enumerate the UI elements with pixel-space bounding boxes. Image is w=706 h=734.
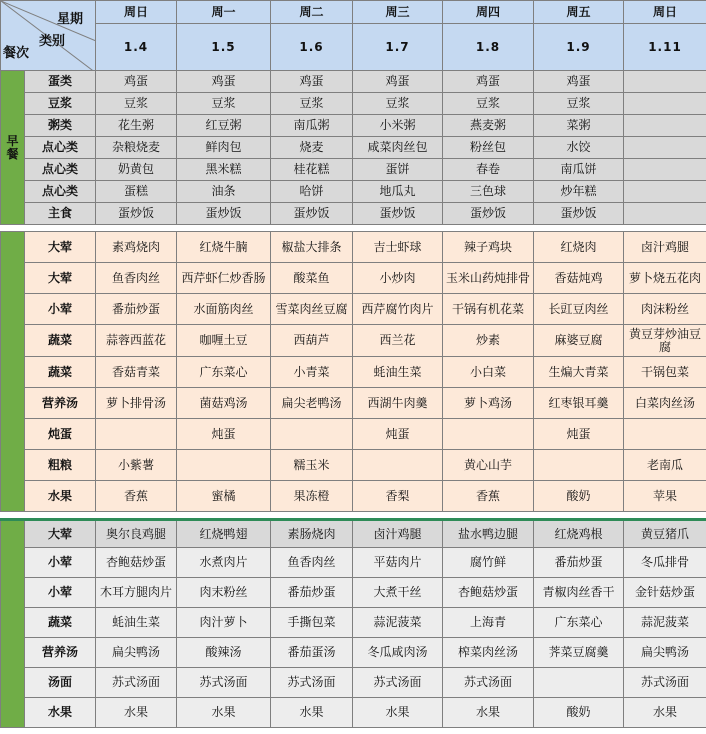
lunch-dish-cell: 苹果 (624, 481, 706, 512)
dinner-dish-cell: 杏鲍菇炒蛋 (443, 578, 534, 608)
lunch-dish-cell (624, 419, 706, 450)
dinner-category: 水果 (25, 698, 96, 728)
dinner-dish-cell: 广东菜心 (534, 608, 624, 638)
lunch-dish-cell: 蜜橘 (177, 481, 271, 512)
breakfast-dish-cell: 蛋饼 (353, 159, 443, 181)
lunch-dish-cell (443, 419, 534, 450)
breakfast-dish-cell: 鸡蛋 (534, 71, 624, 93)
lunch-dish-cell: 果冻橙 (271, 481, 353, 512)
lunch-row (1, 294, 706, 325)
breakfast-category: 点心类 (25, 137, 96, 159)
breakfast-dish-cell: 鸡蛋 (177, 71, 271, 93)
dinner-dish-cell: 杏鲍菇炒蛋 (96, 548, 177, 578)
lunch-row (1, 450, 706, 481)
dinner-dish-cell: 青椒肉丝香干 (534, 578, 624, 608)
dinner-dish-cell: 酸奶 (534, 698, 624, 728)
breakfast-dish-cell: 豆浆 (96, 93, 177, 115)
breakfast-dish-cell (624, 71, 706, 93)
dinner-dish-cell: 水果 (443, 698, 534, 728)
breakfast-meal-label: 早餐 (1, 71, 25, 225)
lunch-meal-label (1, 232, 25, 512)
date-header: 1.5 (177, 24, 271, 71)
lunch-category: 炖蛋 (25, 419, 96, 450)
breakfast-dish-cell: 豆浆 (271, 93, 353, 115)
breakfast-dish-cell: 小米粥 (353, 115, 443, 137)
dinner-dish-cell: 素肠烧肉 (271, 520, 353, 548)
lunch-dish-cell: 白菜肉丝汤 (624, 388, 706, 419)
date-header: 1.6 (271, 24, 353, 71)
lunch-dish-cell: 酸奶 (534, 481, 624, 512)
section-gap (1, 225, 706, 232)
dinner-dish-cell: 荠菜豆腐羹 (534, 638, 624, 668)
breakfast-dish-cell: 南瓜饼 (534, 159, 624, 181)
dinner-dish-cell: 大煮干丝 (353, 578, 443, 608)
dinner-dish-cell: 苏式汤面 (96, 668, 177, 698)
breakfast-dish-cell: 鸡蛋 (96, 71, 177, 93)
lunch-dish-cell: 素鸡烧肉 (96, 232, 177, 263)
lunch-dish-cell: 肉沫粉丝 (624, 294, 706, 325)
dinner-dish-cell: 水果 (96, 698, 177, 728)
breakfast-dish-cell (624, 137, 706, 159)
lunch-dish-cell: 香菇炖鸡 (534, 263, 624, 294)
dinner-dish-cell: 平菇肉片 (353, 548, 443, 578)
lunch-dish-cell: 广东菜心 (177, 357, 271, 388)
lunch-dish-cell: 西芹腐竹肉片 (353, 294, 443, 325)
breakfast-dish-cell: 菜粥 (534, 115, 624, 137)
lunch-dish-cell: 菌菇鸡汤 (177, 388, 271, 419)
dinner-dish-cell: 木耳方腿肉片 (96, 578, 177, 608)
lunch-dish-cell: 干锅有机花菜 (443, 294, 534, 325)
breakfast-dish-cell: 鸡蛋 (271, 71, 353, 93)
lunch-dish-cell: 卤汁鸡腿 (624, 232, 706, 263)
lunch-dish-cell: 扁尖老鸭汤 (271, 388, 353, 419)
breakfast-dish-cell: 鸡蛋 (443, 71, 534, 93)
dinner-category: 蔬菜 (25, 608, 96, 638)
lunch-dish-cell: 老南瓜 (624, 450, 706, 481)
date-header: 1.11 (624, 24, 706, 71)
breakfast-category: 蛋类 (25, 71, 96, 93)
dinner-dish-cell: 蚝油生菜 (96, 608, 177, 638)
breakfast-row (1, 159, 706, 181)
dinner-dish-cell: 蒜泥菠菜 (624, 608, 706, 638)
dinner-dish-cell: 番茄蛋汤 (271, 638, 353, 668)
lunch-dish-cell: 西芹虾仁炒香肠 (177, 263, 271, 294)
lunch-dish-cell: 麻婆豆腐 (534, 325, 624, 357)
breakfast-dish-cell: 黑米糕 (177, 159, 271, 181)
dinner-row (1, 698, 706, 728)
dinner-dish-cell: 冬瓜咸肉汤 (353, 638, 443, 668)
lunch-dish-cell: 雪菜肉丝豆腐 (271, 294, 353, 325)
lunch-dish-cell: 黄豆芽炒油豆腐 (624, 325, 706, 357)
lunch-dish-cell: 香蕉 (96, 481, 177, 512)
dinner-category: 营养汤 (25, 638, 96, 668)
dinner-row (1, 548, 706, 578)
lunch-dish-cell: 小炒肉 (353, 263, 443, 294)
lunch-section (1, 232, 706, 512)
lunch-dish-cell: 香梨 (353, 481, 443, 512)
dinner-dish-cell: 水果 (177, 698, 271, 728)
lunch-dish-cell: 咖喱土豆 (177, 325, 271, 357)
breakfast-dish-cell: 烧麦 (271, 137, 353, 159)
breakfast-dish-cell: 南瓜粥 (271, 115, 353, 137)
dinner-category: 汤面 (25, 668, 96, 698)
lunch-dish-cell: 萝卜排骨汤 (96, 388, 177, 419)
dinner-dish-cell: 鱼香肉丝 (271, 548, 353, 578)
lunch-row (1, 263, 706, 294)
lunch-dish-cell: 长豇豆肉丝 (534, 294, 624, 325)
lunch-dish-cell (177, 450, 271, 481)
dinner-dish-cell: 水果 (271, 698, 353, 728)
dinner-dish-cell: 蒜泥菠菜 (353, 608, 443, 638)
lunch-dish-cell: 干锅包菜 (624, 357, 706, 388)
lunch-dish-cell: 小青菜 (271, 357, 353, 388)
dinner-dish-cell: 肉末粉丝 (177, 578, 271, 608)
dinner-dish-cell: 苏式汤面 (271, 668, 353, 698)
date-header: 1.7 (353, 24, 443, 71)
dinner-dish-cell: 黄豆猪爪 (624, 520, 706, 548)
breakfast-dish-cell: 鲜肉包 (177, 137, 271, 159)
breakfast-dish-cell: 花生粥 (96, 115, 177, 137)
lunch-dish-cell: 香蕉 (443, 481, 534, 512)
dinner-dish-cell: 奥尔良鸡腿 (96, 520, 177, 548)
day-header: 周五 (534, 1, 624, 24)
lunch-dish-cell: 炒素 (443, 325, 534, 357)
breakfast-dish-cell (624, 181, 706, 203)
lunch-dish-cell: 萝卜鸡汤 (443, 388, 534, 419)
dinner-dish-cell: 水煮肉片 (177, 548, 271, 578)
dinner-dish-cell: 苏式汤面 (177, 668, 271, 698)
lunch-dish-cell: 生煸大青菜 (534, 357, 624, 388)
breakfast-dish-cell: 油条 (177, 181, 271, 203)
lunch-dish-cell: 炖蛋 (177, 419, 271, 450)
breakfast-dish-cell: 豆浆 (534, 93, 624, 115)
dinner-category: 大荤 (25, 520, 96, 548)
day-header: 周二 (271, 1, 353, 24)
breakfast-dish-cell: 蛋炒饭 (96, 203, 177, 225)
dinner-dish-cell: 扁尖鸭汤 (624, 638, 706, 668)
breakfast-dish-cell: 蛋炒饭 (534, 203, 624, 225)
day-header: 周一 (177, 1, 271, 24)
breakfast-dish-cell: 桂花糕 (271, 159, 353, 181)
dinner-dish-cell: 上海青 (443, 608, 534, 638)
dinner-dish-cell: 番茄炒蛋 (271, 578, 353, 608)
dinner-dish-cell: 卤汁鸡腿 (353, 520, 443, 548)
lunch-dish-cell: 水面筋肉丝 (177, 294, 271, 325)
breakfast-dish-cell: 咸菜肉丝包 (353, 137, 443, 159)
lunch-category: 大荤 (25, 232, 96, 263)
breakfast-category: 豆浆 (25, 93, 96, 115)
lunch-dish-cell: 小紫薯 (96, 450, 177, 481)
lunch-dish-cell: 西葫芦 (271, 325, 353, 357)
lunch-dish-cell: 香菇青菜 (96, 357, 177, 388)
breakfast-dish-cell: 水饺 (534, 137, 624, 159)
dinner-dish-cell: 扁尖鸭汤 (96, 638, 177, 668)
breakfast-row (1, 181, 706, 203)
day-header: 周四 (443, 1, 534, 24)
lunch-dish-cell: 炖蛋 (353, 419, 443, 450)
lunch-dish-cell: 蒜蓉西蓝花 (96, 325, 177, 357)
dinner-section (1, 520, 706, 728)
dinner-dish-cell (534, 668, 624, 698)
lunch-dish-cell: 西湖牛肉羹 (353, 388, 443, 419)
breakfast-dish-cell (624, 115, 706, 137)
lunch-dish-cell: 红烧牛腩 (177, 232, 271, 263)
breakfast-dish-cell: 蛋炒饭 (353, 203, 443, 225)
lunch-dish-cell: 吉士虾球 (353, 232, 443, 263)
lunch-dish-cell (96, 419, 177, 450)
dinner-row (1, 608, 706, 638)
breakfast-dish-cell: 三色球 (443, 181, 534, 203)
dinner-dish-cell: 冬瓜排骨 (624, 548, 706, 578)
lunch-category: 蔬菜 (25, 357, 96, 388)
breakfast-row (1, 93, 706, 115)
dinner-meal-label (1, 520, 25, 728)
lunch-dish-cell: 西兰花 (353, 325, 443, 357)
breakfast-dish-cell: 杂粮烧麦 (96, 137, 177, 159)
dinner-dish-cell: 红烧鸡根 (534, 520, 624, 548)
lunch-category: 小荤 (25, 294, 96, 325)
dinner-dish-cell: 手撕包菜 (271, 608, 353, 638)
dinner-dish-cell: 水果 (353, 698, 443, 728)
lunch-dish-cell (353, 450, 443, 481)
lunch-category: 蔬菜 (25, 325, 96, 357)
lunch-dish-cell: 萝卜烧五花肉 (624, 263, 706, 294)
lunch-category: 粗粮 (25, 450, 96, 481)
lunch-dish-cell: 玉米山药炖排骨 (443, 263, 534, 294)
breakfast-dish-cell (624, 159, 706, 181)
lunch-dish-cell: 炖蛋 (534, 419, 624, 450)
lunch-row (1, 232, 706, 263)
breakfast-category: 主食 (25, 203, 96, 225)
breakfast-row (1, 115, 706, 137)
dinner-row (1, 578, 706, 608)
breakfast-dish-cell: 地瓜丸 (353, 181, 443, 203)
lunch-row (1, 419, 706, 450)
breakfast-category: 粥类 (25, 115, 96, 137)
corner-weekday-label: 星期 (56, 12, 83, 27)
lunch-row (1, 388, 706, 419)
header-corner (1, 1, 96, 71)
lunch-dish-cell: 红枣银耳羹 (534, 388, 624, 419)
lunch-dish-cell: 辣子鸡块 (443, 232, 534, 263)
breakfast-category: 点心类 (25, 181, 96, 203)
section-gap (1, 512, 706, 520)
lunch-dish-cell: 酸菜鱼 (271, 263, 353, 294)
lunch-dish-cell: 椒盐大排条 (271, 232, 353, 263)
dinner-dish-cell: 榨菜肉丝汤 (443, 638, 534, 668)
dinner-category: 小荤 (25, 548, 96, 578)
breakfast-dish-cell: 豆浆 (353, 93, 443, 115)
day-header: 周三 (353, 1, 443, 24)
lunch-dish-cell: 鱼香肉丝 (96, 263, 177, 294)
dinner-dish-cell: 腐竹鲜 (443, 548, 534, 578)
breakfast-row (1, 137, 706, 159)
day-header: 周日 (96, 1, 177, 24)
corner-meal-label: 餐次 (3, 46, 30, 61)
breakfast-dish-cell: 春卷 (443, 159, 534, 181)
breakfast-dish-cell: 鸡蛋 (353, 71, 443, 93)
corner-category-label: 类别 (38, 34, 65, 49)
day-header: 周日 (624, 1, 706, 24)
breakfast-dish-cell: 豆浆 (443, 93, 534, 115)
lunch-dish-cell: 糯玉米 (271, 450, 353, 481)
lunch-dish-cell: 番茄炒蛋 (96, 294, 177, 325)
breakfast-dish-cell: 蛋炒饭 (271, 203, 353, 225)
lunch-dish-cell (534, 450, 624, 481)
breakfast-dish-cell: 哈饼 (271, 181, 353, 203)
breakfast-dish-cell (624, 93, 706, 115)
lunch-row (1, 481, 706, 512)
breakfast-dish-cell: 奶黄包 (96, 159, 177, 181)
lunch-dish-cell: 黄心山芋 (443, 450, 534, 481)
dinner-dish-cell: 苏式汤面 (443, 668, 534, 698)
dinner-dish-cell: 苏式汤面 (624, 668, 706, 698)
dinner-row (1, 668, 706, 698)
breakfast-dish-cell: 蛋糕 (96, 181, 177, 203)
breakfast-section (1, 71, 706, 225)
dinner-dish-cell: 酸辣汤 (177, 638, 271, 668)
lunch-dish-cell: 蚝油生菜 (353, 357, 443, 388)
dinner-dish-cell: 番茄炒蛋 (534, 548, 624, 578)
breakfast-category: 点心类 (25, 159, 96, 181)
breakfast-row (1, 203, 706, 225)
breakfast-dish-cell: 红豆粥 (177, 115, 271, 137)
lunch-category: 水果 (25, 481, 96, 512)
date-header: 1.9 (534, 24, 624, 71)
date-header: 1.8 (443, 24, 534, 71)
breakfast-row (1, 71, 706, 93)
dinner-dish-cell: 苏式汤面 (353, 668, 443, 698)
dinner-dish-cell: 金针菇炒蛋 (624, 578, 706, 608)
lunch-row (1, 325, 706, 357)
lunch-category: 营养汤 (25, 388, 96, 419)
lunch-dish-cell (271, 419, 353, 450)
breakfast-dish-cell: 炒年糕 (534, 181, 624, 203)
lunch-dish-cell: 小白菜 (443, 357, 534, 388)
dinner-category: 小荤 (25, 578, 96, 608)
dinner-row (1, 520, 706, 548)
lunch-row (1, 357, 706, 388)
dinner-row (1, 638, 706, 668)
lunch-category: 大荤 (25, 263, 96, 294)
date-header: 1.4 (96, 24, 177, 71)
dinner-dish-cell: 肉汁萝卜 (177, 608, 271, 638)
breakfast-dish-cell (624, 203, 706, 225)
breakfast-dish-cell: 燕麦粥 (443, 115, 534, 137)
breakfast-dish-cell: 蛋炒饭 (177, 203, 271, 225)
dinner-dish-cell: 水果 (624, 698, 706, 728)
breakfast-dish-cell: 蛋炒饭 (443, 203, 534, 225)
breakfast-dish-cell: 粉丝包 (443, 137, 534, 159)
lunch-dish-cell: 红烧肉 (534, 232, 624, 263)
breakfast-dish-cell: 豆浆 (177, 93, 271, 115)
dinner-dish-cell: 红烧鸭翅 (177, 520, 271, 548)
dinner-dish-cell: 盐水鸭边腿 (443, 520, 534, 548)
